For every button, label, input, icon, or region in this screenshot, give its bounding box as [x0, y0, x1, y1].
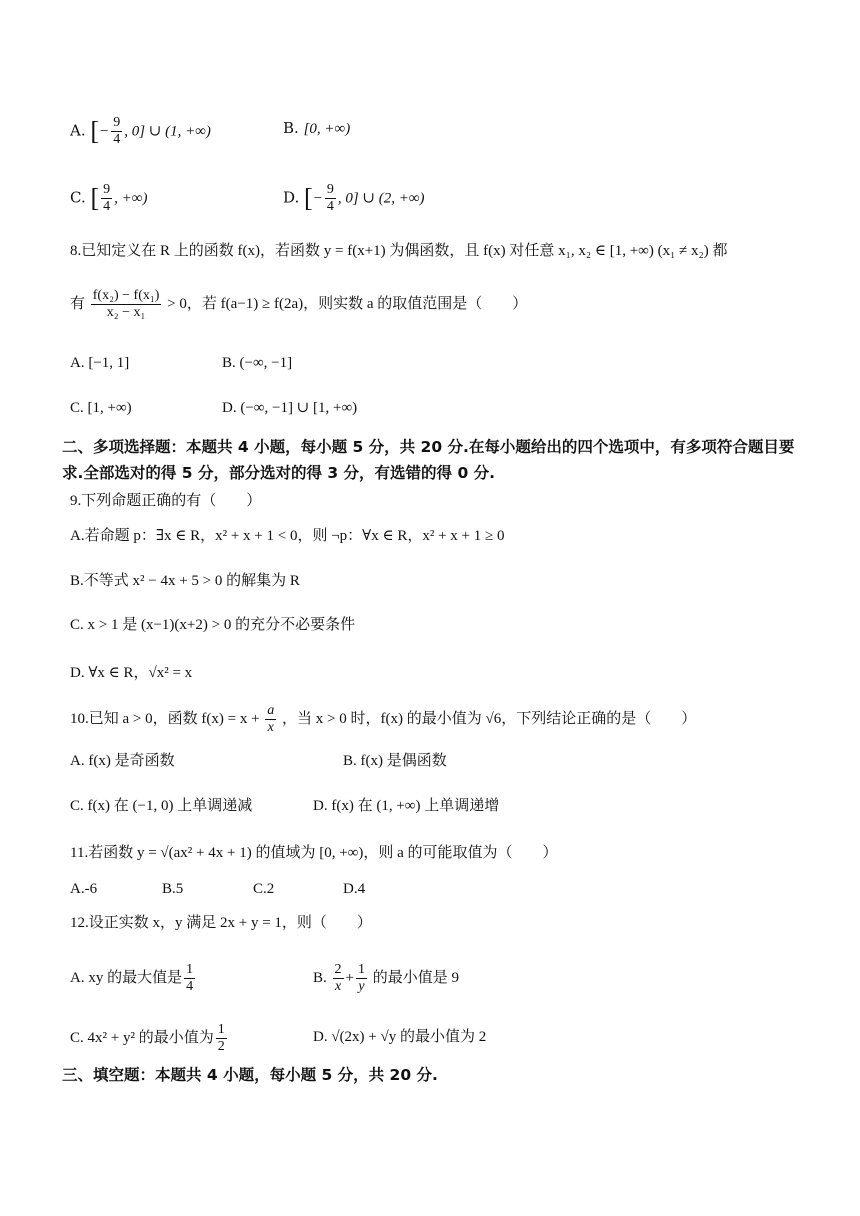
q8-option-b: B. (−∞, −1] — [222, 355, 293, 371]
q8-fraction: $\frac{\text{f(x₂) − f(x₁)}}{\text{x₂ − x₁}}$ — [92, 288, 160, 320]
q11-option-a: A.-6 — [70, 881, 98, 897]
q8-stem-line2: 有 $\frac{\text{f(x₂) − f(x₁)}}{\text{x₂ − x₁}}$ > 0，若 f(a−1) ≥ f(2a)，则实数 a 的取值范围是（ ） — [70, 288, 528, 320]
q7-option-b: B. [0, +∞) — [283, 119, 351, 137]
q12-option-b: B. $\frac{2}{x}$ + $\frac{1}{y}$ 的最小值是 9 — [313, 962, 459, 994]
q9-option-c: C. x > 1 是 (x−1)(x+2) > 0 的充分不必要条件 — [70, 617, 356, 633]
q12-option-c: C. 4x² + y² 的最小值为 $\frac{1}{2}$ — [70, 1022, 225, 1054]
q8-option-d: D. (−∞, −1] ∪ [1, +∞) — [222, 400, 358, 416]
q9-option-a: A.若命题 p：∃x ∈ R，x² + x + 1 < 0，则 ¬p：∀x ∈ R，x² + x + 1 ≥ 0 — [70, 528, 505, 544]
q11-stem: 11.若函数 y = √(ax² + 4x + 1) 的值域为 [0, +∞)，则 a 的可能取值为（ ） — [70, 845, 558, 861]
q10-option-d: D. f(x) 在 (1, +∞) 上单调递增 — [313, 798, 500, 814]
q7-option-d: D. [− $\frac{9}{4}$ , 0] ∪ (2, +∞) — [283, 182, 425, 214]
q7-option-a: A. [− $\frac{9}{4}$ , 0] ∪ (1, +∞) — [70, 115, 211, 147]
q7-option-c: C. [ $\frac{9}{4}$ , +∞) — [70, 182, 148, 214]
q10-fraction: $\frac{a}{x}$ — [267, 703, 275, 735]
q12-option-a: A. xy 的最大值是 $\frac{1}{4}$ — [70, 962, 194, 994]
q10-stem: 10.已知 a > 0，函数 f(x) = x + $\frac{a}{x}$ ，当 x > 0 时，f(x) 的最小值为 √6，下列结论正确的是（ ） — [70, 703, 697, 735]
q11-option-c: C.2 — [253, 881, 275, 897]
q11-option-d: D.4 — [343, 881, 366, 897]
q8-option-c: C. [1, +∞) — [70, 400, 132, 416]
q9-option-b: B.不等式 x² − 4x + 5 > 0 的解集为 R — [70, 573, 300, 589]
q10-option-a: A. f(x) 是奇函数 — [70, 753, 175, 769]
q11-option-b: B.5 — [162, 881, 184, 897]
q10-option-b: B. f(x) 是偶函数 — [343, 753, 447, 769]
q12-stem: 12.设正实数 x，y 满足 2x + y = 1，则（ ） — [70, 915, 372, 931]
q9-stem: 9.下列命题正确的有（ ） — [70, 493, 262, 509]
q8-stem-line1: 8.已知定义在 R 上的函数 f(x)，若函数 y = f(x+1) 为偶函数，且 f(x) 对任意 x₁, x₂ ∈ [1, +∞) (x₁ ≠ x₂) 都 — [70, 243, 728, 259]
section-2-heading: 二、多项选择题：本题共 4 小题，每小题 5 分，共 20 分.在每小题给出的四个选项中，有多项符合题目要求.全部选对的得 5 分，部分选对的得 3 分，有选错的得 0 分. — [62, 438, 795, 482]
q10-option-c: C. f(x) 在 (−1, 0) 上单调递减 — [70, 798, 253, 814]
q9-option-d: D. ∀x ∈ R，√x² = x — [70, 665, 193, 681]
q8-option-a: A. [−1, 1] — [70, 355, 130, 371]
section-3-heading: 三、填空题：本题共 4 小题，每小题 5 分，共 20 分. — [62, 1066, 438, 1084]
q12-option-d: D. √(2x) + √y 的最小值为 2 — [313, 1029, 487, 1045]
